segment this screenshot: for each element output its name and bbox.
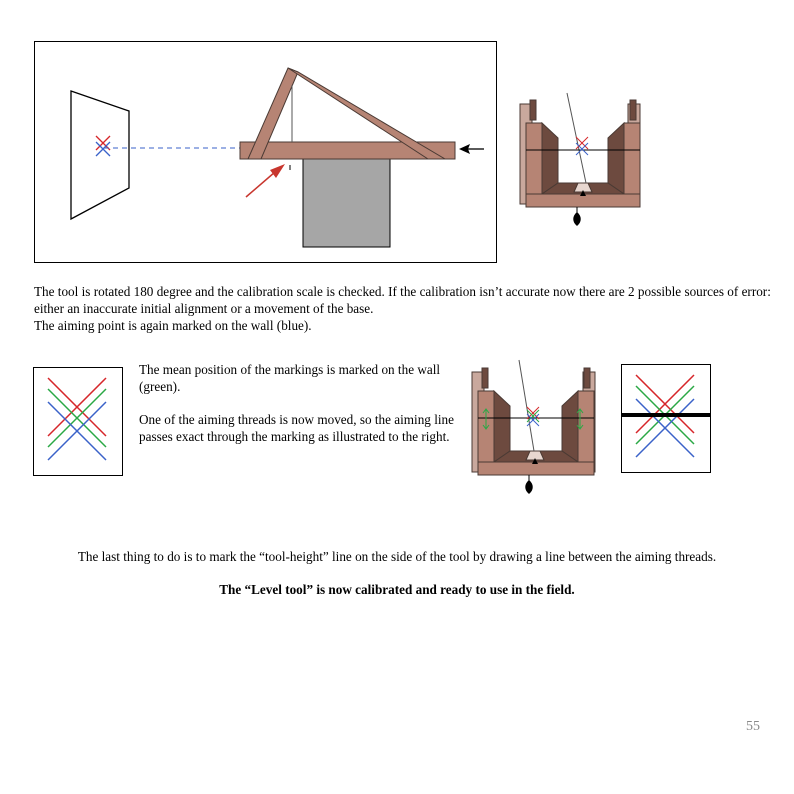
page-number: 55 xyxy=(746,719,760,734)
mean-position-text: The mean position of the markings is marked on the wall (green). xyxy=(139,362,441,394)
last-step-paragraph: The last thing to do is to mark the “tool-height” line on the side of the tool by drawing a line between the aiming threads. xyxy=(77,549,717,565)
red-mark xyxy=(636,375,694,433)
calibrated-statement: The “Level tool” is now calibrated and ready to use in the field. xyxy=(219,582,575,598)
rotation-text-1: The tool is rotated 180 degree and the calibration scale is checked. If the calibration isn’t accurate now there are 2 possible sources of error: either an inaccurate initial alignment or a movement of the base. xyxy=(34,284,771,317)
blue-mark xyxy=(636,399,694,457)
thread-moved-text: One of the aiming threads is now moved, so the aiming line passes exact through the marking as illustrated to the right. xyxy=(139,412,454,444)
marking-frame xyxy=(622,365,711,473)
rotation-text-2: The aiming point is again marked on the wall (blue). xyxy=(34,318,312,334)
